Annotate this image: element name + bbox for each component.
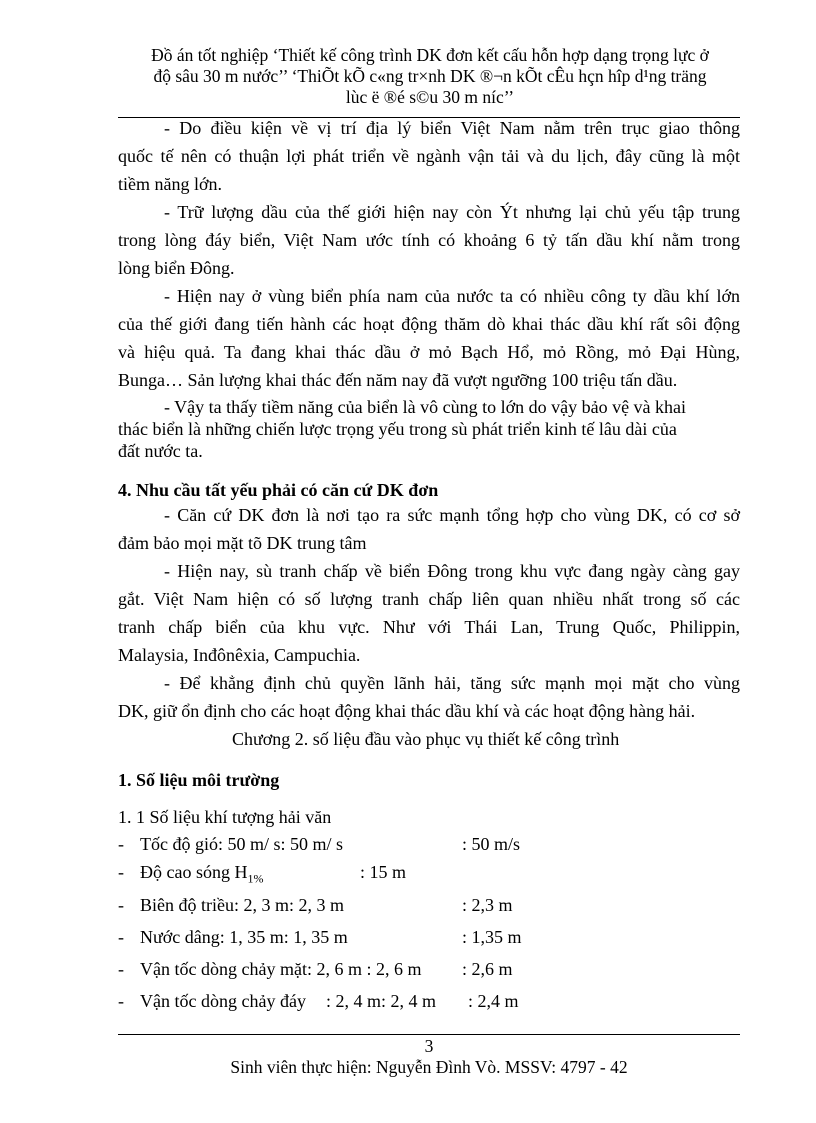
p1-line-2: quốc tế nên có thuận lợi phát triển về ngành vận tải và du lịch, đây cũng là một xyxy=(118,146,740,166)
list-dash: - xyxy=(118,991,124,1011)
p4-line-3: đất nước ta. xyxy=(118,441,203,461)
list-value: : 1,35 m xyxy=(462,927,522,947)
bottom-current-label: Vận tốc dòng chảy đáy xyxy=(140,991,306,1011)
list-dash: - xyxy=(118,862,124,882)
p5-line-1: - Căn cứ DK đơn là nơi tạo ra sức mạnh tổng hợp cho vùng DK, có cơ sở xyxy=(164,505,740,525)
list-dash: - xyxy=(118,959,124,979)
page-header xyxy=(110,45,750,108)
p7-line-2: DK, giữ ổn định cho các hoạt động khai thác dầu khí và các hoạt động hàng hải. xyxy=(118,701,696,721)
list-dash: - xyxy=(118,927,124,947)
section-4-title: 4. Nhu cầu tất yếu phải có căn cứ DK đơn xyxy=(118,480,439,500)
list-label xyxy=(140,862,263,887)
header-line-2: độ sâu 30 m nước’’ ‘ThiÕt kÕ c«ng tr×nh DK ®¬n kÕt cÊu hçn hîp d¹ng träng xyxy=(153,66,707,86)
section-1-title: 1. Số liệu môi trường xyxy=(118,770,280,790)
list-value: : 2,3 m xyxy=(462,895,513,915)
list-dash: - xyxy=(118,834,124,854)
p4-line-2: thác biển là những chiến lược trọng yếu trong sù phát triển kinh tế lâu dài của xyxy=(118,419,677,439)
footer-rule xyxy=(118,1034,740,1035)
p3-line-4: Bunga… Sản lượng khai thác đến năm nay đã vượt ngưỡng 100 triệu tấn dầu. xyxy=(118,370,678,390)
list-value: : 2,6 m xyxy=(462,959,513,979)
list-label: Vận tốc dòng chảy mặt: 2, 6 m : 2, 6 m xyxy=(140,959,422,979)
p6-line-1: - Hiện nay, sù tranh chấp về biển Đông trong khu vực đang ngày càng gay xyxy=(164,561,740,581)
wave-height-subscript: 1% xyxy=(247,871,264,886)
chapter-title: Chương 2. số liệu đầu vào phục vụ thiết kế công trình xyxy=(232,729,620,749)
p2-line-3: lòng biển Đông. xyxy=(118,258,235,278)
list-label: Biên độ triều: 2, 3 m: 2, 3 m xyxy=(140,895,344,915)
p1-line-1: - Do điều kiện về vị trí địa lý biển Việt Nam nằm trên trục giao thông xyxy=(164,118,740,138)
p6-line-3: tranh chấp biển của khu vực. Như với Thái Lan, Trung Quốc, Philippin, xyxy=(118,617,740,637)
list-label: Nước dâng: 1, 35 m: 1, 35 m xyxy=(140,927,348,947)
wave-height-label: Độ cao sóng H xyxy=(140,862,248,882)
p2-line-2: trong lòng đáy biển, Việt Nam ước tính có khoảng 6 tỷ tấn dầu khí nằm trong xyxy=(118,230,740,250)
list-label: Tốc độ gió: 50 m/ s: 50 m/ s xyxy=(140,834,344,854)
header-line-1: Đồ án tốt nghiệp ‘Thiết kế công trình DK đơn kết cấu hỗn hợp dạng trọng lực ở xyxy=(151,45,709,65)
subsection-title: 1. 1 Số liệu khí tượng hải văn xyxy=(118,807,332,827)
p7-line-1: - Để khẳng định chủ quyền lãnh hải, tăng sức mạnh mọi mặt cho vùng xyxy=(164,673,740,693)
footer-author: Sinh viên thực hiện: Nguyễn Đình Vò. MSSV: 4797 - 42 xyxy=(230,1057,628,1077)
p6-line-2: gắt. Việt Nam hiện có số lượng tranh chấp liên quan nhiều nhất trong số các xyxy=(118,589,740,609)
bottom-current-label-tail: : 2, 4 m: 2, 4 m xyxy=(325,991,436,1011)
p3-line-1: - Hiện nay ở vùng biển phía nam của nước ta có nhiều công ty dầu khí lớn xyxy=(164,286,740,306)
list-dash: - xyxy=(118,895,124,915)
list-value: : 50 m/s xyxy=(462,834,521,854)
p3-line-3: và hiệu quả. Ta đang khai thác dầu ở mỏ Bạch Hổ, mỏ Rồng, mỏ Đại Hùng, xyxy=(118,342,740,362)
list-value: : 15 m xyxy=(360,862,407,882)
header-line-3: lùc ë ®é s©u 30 m níc’’ xyxy=(345,87,515,107)
p6-line-4: Malaysia, Inđônêxia, Campuchia. xyxy=(118,645,361,665)
p2-line-1: - Trữ lượng dầu của thế giới hiện nay còn Ýt nhưng lại chủ yếu tập trung xyxy=(164,202,740,222)
p5-line-2: đảm bảo mọi mặt tõ DK trung tâm xyxy=(118,533,367,553)
list-value: : 2,4 m xyxy=(468,991,519,1011)
page-number: 3 xyxy=(424,1036,434,1056)
p3-line-2: của thế giới đang tiến hành các hoạt động thăm dò khai thác dầu khí rất sôi động xyxy=(118,314,740,334)
p4-line-1: - Vậy ta thấy tiềm năng của biển là vô cùng to lớn do vậy bảo vệ và khai xyxy=(164,397,687,417)
p1-line-3: tiềm năng lớn. xyxy=(118,174,223,194)
list-label xyxy=(140,991,436,1012)
